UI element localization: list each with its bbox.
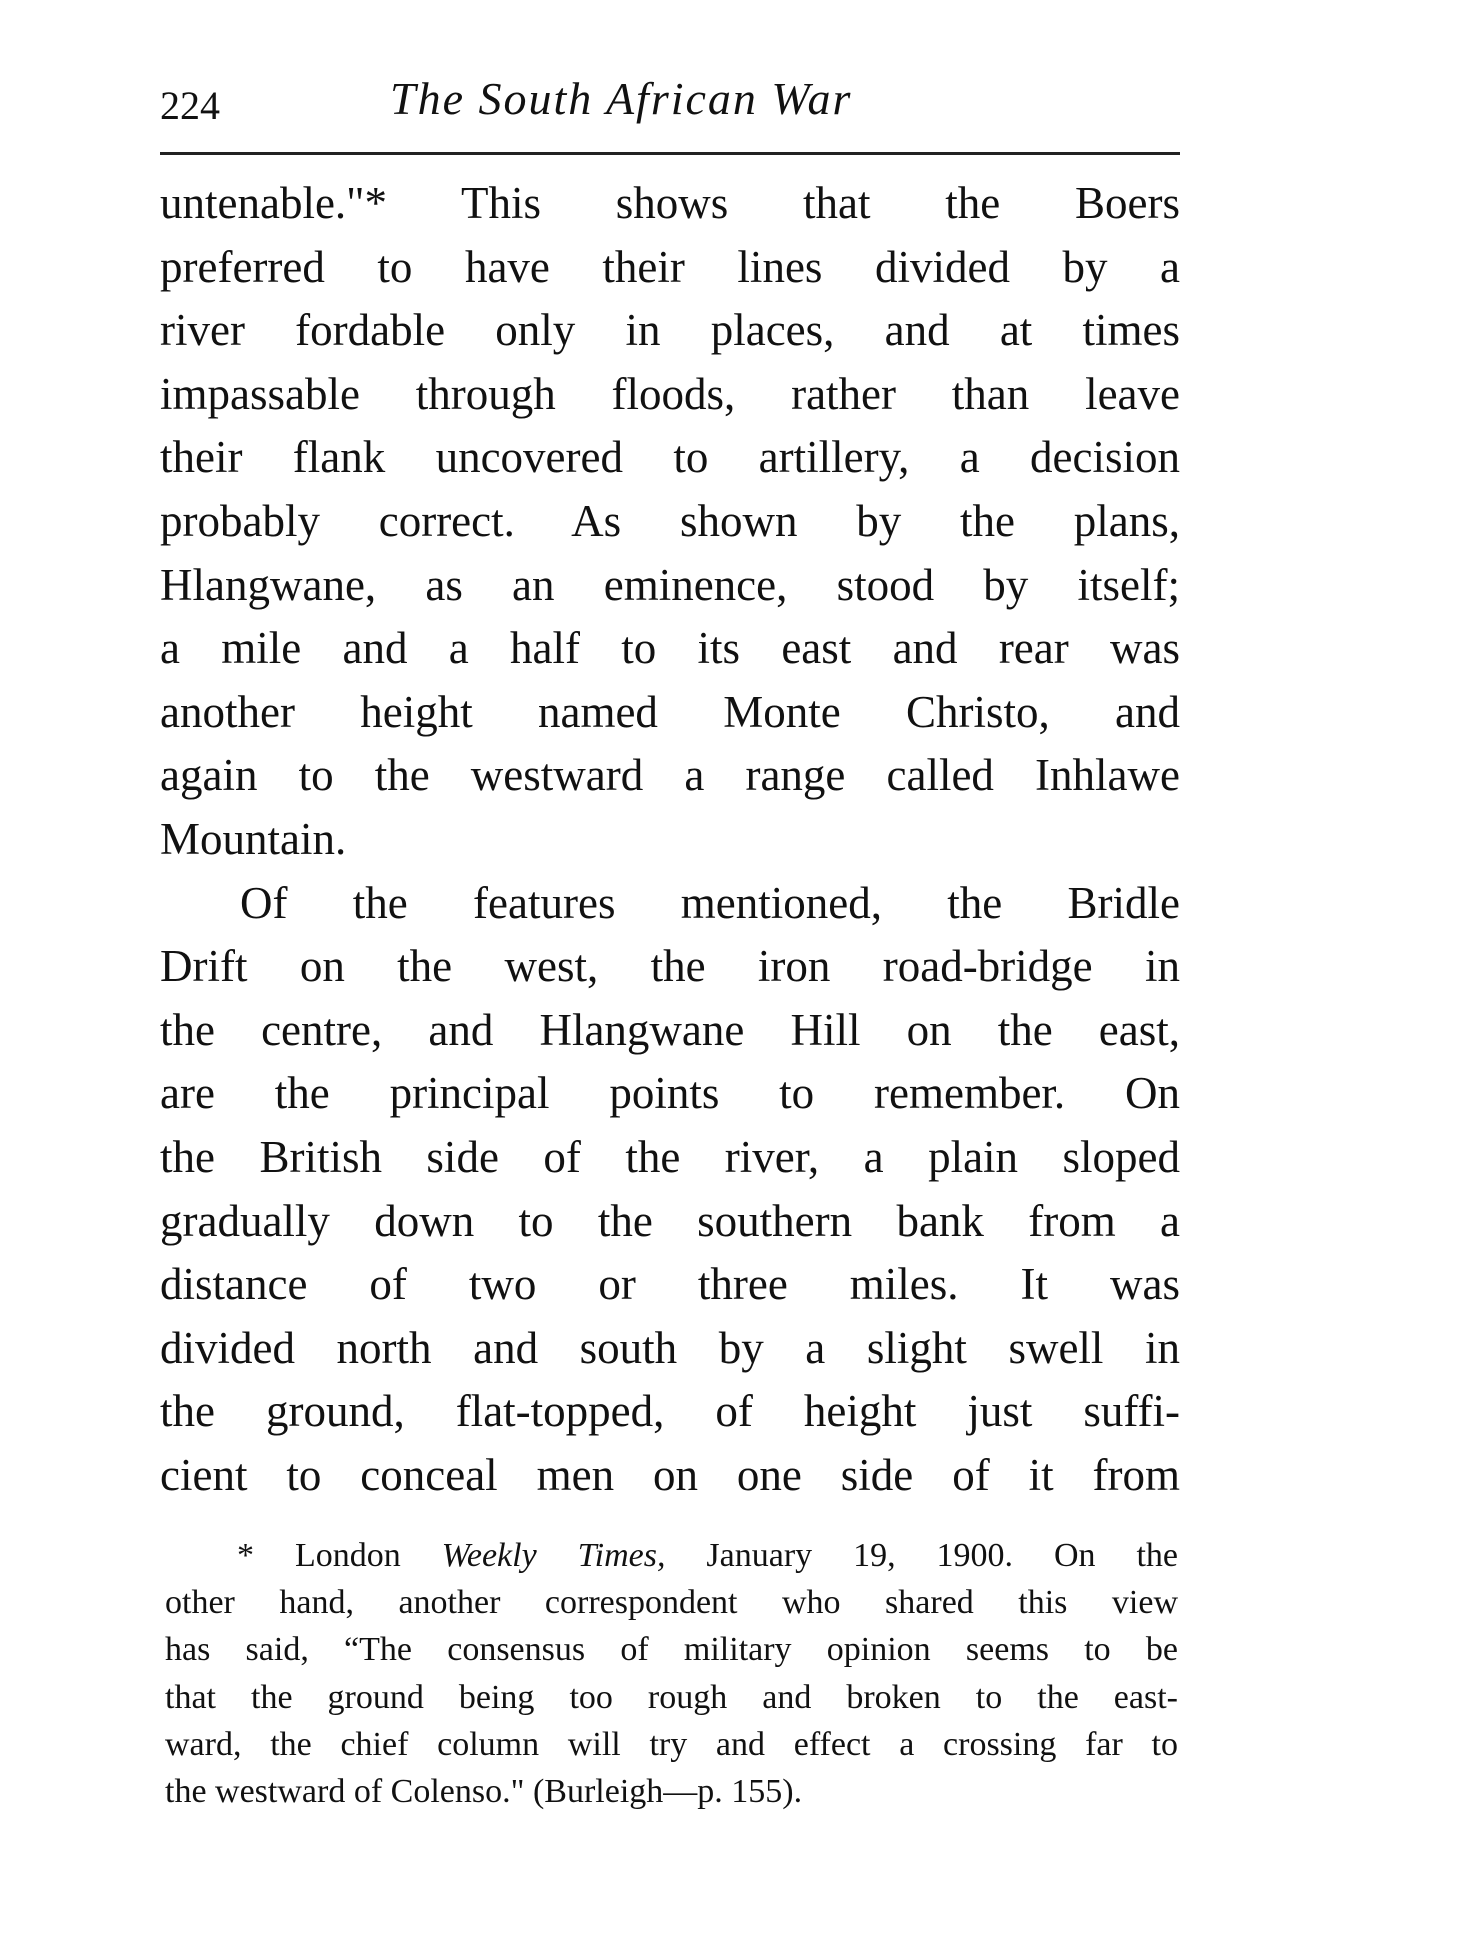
body-line: river fordable only in places, and at times — [160, 305, 1180, 356]
body-line: Of the features mentioned, the Bridle — [240, 877, 1180, 928]
body-line: again to the westward a range called Inhlawe — [160, 750, 1180, 801]
body-line: are the principal points to remember. On — [160, 1068, 1180, 1119]
footnote-marker: * London — [237, 1537, 442, 1574]
body-line: their flank uncovered to artillery, a decision — [160, 432, 1180, 483]
body-line: distance of two or three miles. It was — [160, 1259, 1180, 1310]
footnote-line: ward, the chief column will try and effect a crossing far to — [165, 1725, 1178, 1763]
body-text — [160, 172, 1180, 1507]
body-line: gradually down to the southern bank from a — [160, 1195, 1180, 1246]
footnote-line: that the ground being too rough and broken to the east- — [165, 1678, 1178, 1716]
body-line: a mile and a half to its east and rear was — [160, 623, 1180, 674]
body-line: Drift on the west, the iron road-bridge in — [160, 941, 1180, 992]
body-line: cient to conceal men on one side of it from — [160, 1449, 1180, 1500]
header-rule — [160, 152, 1180, 155]
footnote-italic: Weekly Times, — [441, 1537, 666, 1574]
running-title: The South African War — [390, 73, 853, 124]
body-line: the centre, and Hlangwane Hill on the east, — [160, 1004, 1180, 1055]
footnote-line — [165, 1532, 1178, 1579]
body-line: untenable."* This shows that the Boers — [160, 178, 1180, 228]
footnote-line: has said, “The consensus of military opinion seems to be — [165, 1631, 1178, 1669]
body-line: preferred to have their lines divided by a — [160, 241, 1180, 292]
body-line: the British side of the river, a plain sloped — [160, 1131, 1180, 1182]
body-line: Hlangwane, as an eminence, stood by itself; — [160, 559, 1180, 610]
body-line: impassable through floods, rather than leave — [160, 368, 1180, 419]
page-number: 224 — [160, 83, 220, 128]
body-line: divided north and south by a slight swell in — [160, 1322, 1180, 1373]
body-line: the ground, flat-topped, of height just suffi- — [160, 1386, 1180, 1437]
running-header — [160, 72, 1180, 132]
footnote-line: the westward of Colenso." (Burleigh—p. 155). — [165, 1772, 803, 1810]
body-line: another height named Monte Christo, and — [160, 686, 1180, 737]
footnote-text: January 19, 1900. On the — [665, 1537, 1178, 1574]
body-line: probably correct. As shown by the plans, — [160, 495, 1180, 546]
footnote — [165, 1532, 1178, 1815]
footnote-line: other hand, another correspondent who shared this view — [165, 1584, 1178, 1622]
body-line: Mountain. — [160, 813, 347, 864]
